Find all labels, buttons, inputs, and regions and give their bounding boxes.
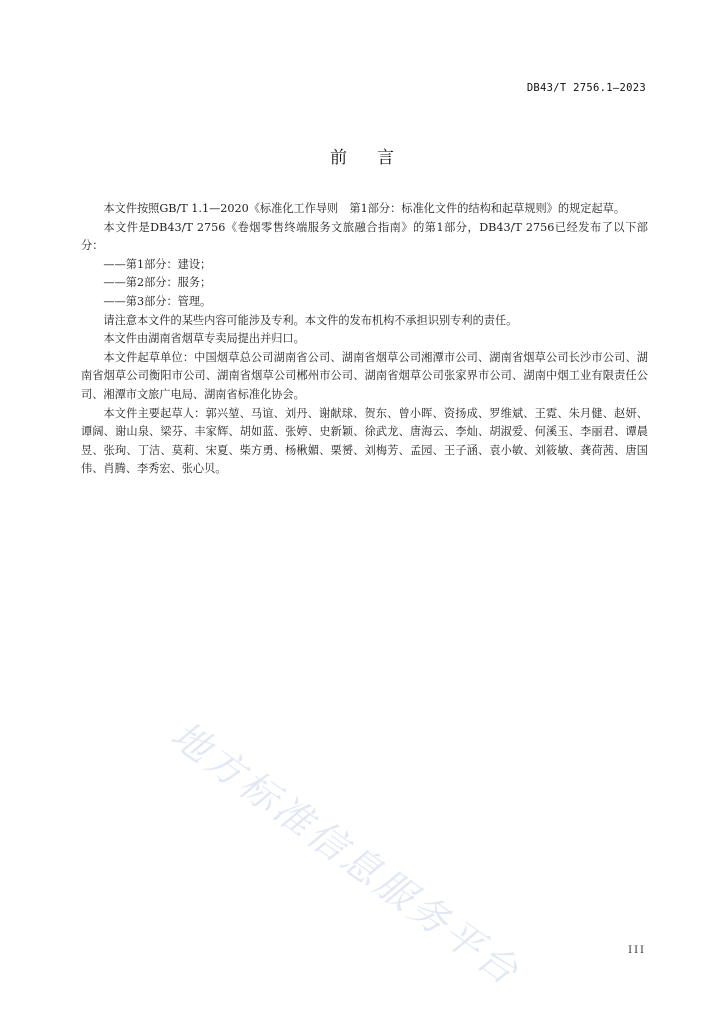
- list-item-part-1: ——第1部分：建设；: [103, 257, 212, 271]
- list-item-part-3: ——第3部分：管理。: [103, 294, 212, 308]
- paragraph-patent-notice: 请注意本文件的某些内容可能涉及专利。本文件的发布机构不承担识别专利的责任。: [103, 313, 518, 327]
- foreword-body: [81, 200, 648, 479]
- page-title: 前言: [330, 148, 424, 168]
- paragraph-drafting-units: 本文件起草单位：中国烟草总公司湖南省公司、湖南省烟草公司湘潭市公司、湖南省烟草公司长沙市公司、湖南省烟草公司衡阳市公司、湖南省烟草公司郴州市公司、湖南省烟草公司张家界市公司、湖南中烟工业有限责任公司、湘潭市文旅广电局、湖南省标准化协会。: [81, 350, 648, 401]
- paragraph-drafters: 本文件主要起草人：郭兴堃、马谊、刘丹、谢献球、贺东、曾小晖、资扬成、罗维斌、王霓、朱月健、赵妍、谭阔、谢山泉、梁芬、丰家辉、胡如蓝、张婷、史新颖、徐武龙、唐海云、李灿、胡淑爱、何溪玉、李丽君、谭晨昱、张珣、丁洁、莫莉、宋夏、柴方勇、杨楸媚、栗赟、刘梅芳、孟园、王子涵、袁小敏、刘筱敏、龚荷茜、唐国伟、肖腾、李秀宏、张心贝。: [81, 406, 648, 476]
- list-item-part-2: ——第2部分：服务；: [103, 276, 212, 290]
- paragraph-drafting-basis: 本文件按照GB/T 1.1—2020《标准化工作导则 第1部分：标准化文件的结构和起草规则》的规定起草。: [103, 202, 626, 215]
- document-id: DB43/T 2756.1—2023: [526, 82, 646, 94]
- page-number: III: [628, 945, 646, 956]
- paragraph-part-info: 本文件是DB43/T 2756《卷烟零售终端服务文旅融合指南》的第1部分，DB43/T 2756已经发布了以下部分：: [81, 220, 648, 253]
- watermark: 地方标准信息服务平台: [163, 712, 529, 996]
- paragraph-proposer: 本文件由湖南省烟草专卖局提出并归口。: [103, 332, 305, 346]
